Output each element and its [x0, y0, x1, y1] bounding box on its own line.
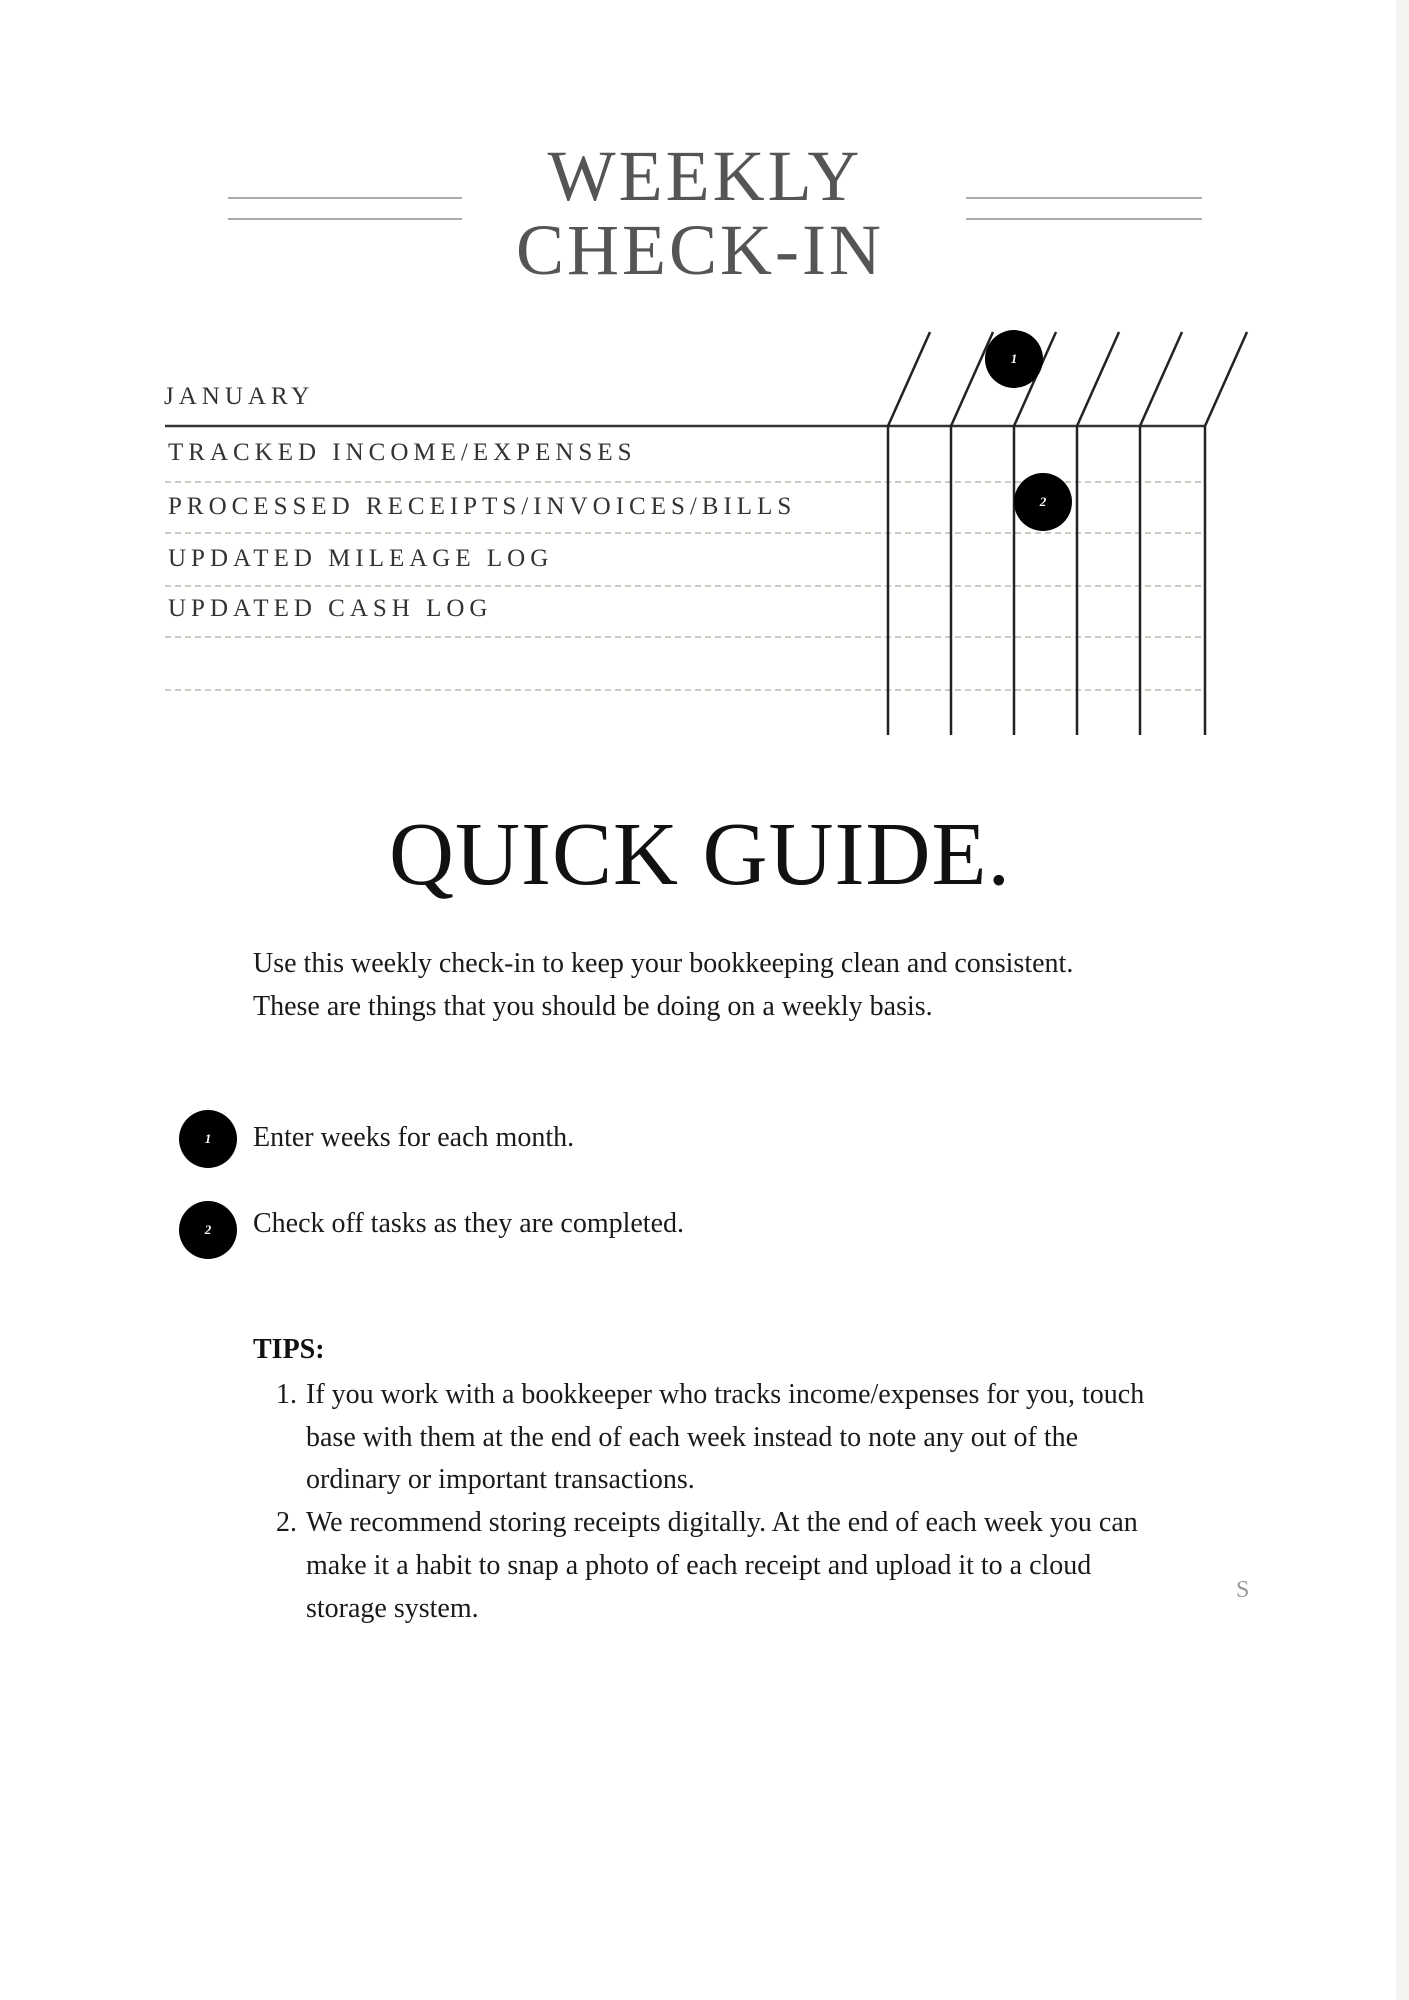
- week-slant-line-6: [1205, 332, 1247, 426]
- tip-1-line-1: If you work with a bookkeeper who tracks income/expenses for you, touch: [306, 1379, 1145, 1410]
- tip-1-line-2: base with them at the end of each week instead to note any out of the: [306, 1422, 1079, 1453]
- tip-2-line-2: make it a habit to snap a photo of each receipt and upload it to a cloud: [306, 1550, 1092, 1581]
- corner-letter: S: [1236, 1577, 1250, 1603]
- tip-1-line-3: ordinary or important transactions.: [306, 1464, 695, 1495]
- tip-2-number: 2.: [276, 1507, 297, 1538]
- step-1-text: Enter weeks for each month.: [253, 1122, 575, 1153]
- task-label-tracked-income: TRACKED INCOME/EXPENSES: [168, 439, 637, 466]
- intro-line-1: Use this weekly check-in to keep your bookkeeping clean and consistent.: [253, 948, 1074, 979]
- tip-1-number: 1.: [276, 1379, 297, 1410]
- week-slant-line-1: [888, 332, 930, 426]
- week-marker-badge: 1: [985, 330, 1043, 388]
- quick-guide-title: QUICK GUIDE.: [389, 805, 1011, 904]
- tip-2-line-3: storage system.: [306, 1593, 479, 1624]
- intro-line-2: These are things that you should be doing on a weekly basis.: [253, 991, 933, 1022]
- check-marker-badge: 2: [1014, 473, 1072, 531]
- step-1-badge: 1: [179, 1110, 237, 1168]
- task-label-processed-receipts: PROCESSED RECEIPTS/INVOICES/BILLS: [168, 493, 797, 520]
- week-slant-line-5: [1140, 332, 1182, 426]
- title-check-in: CHECK-IN: [516, 210, 884, 290]
- month-label: JANUARY: [164, 383, 315, 410]
- tip-2-line-1: We recommend storing receipts digitally. At the end of each week you can: [306, 1507, 1138, 1538]
- title-weekly: WEEKLY: [547, 136, 863, 216]
- task-label-mileage-log: UPDATED MILEAGE LOG: [168, 545, 554, 572]
- step-2-badge: 2: [179, 1201, 237, 1259]
- week-slant-line-4: [1077, 332, 1119, 426]
- tips-heading: TIPS:: [253, 1334, 325, 1365]
- step-2-text: Check off tasks as they are completed.: [253, 1208, 685, 1239]
- task-label-cash-log: UPDATED CASH LOG: [168, 595, 493, 622]
